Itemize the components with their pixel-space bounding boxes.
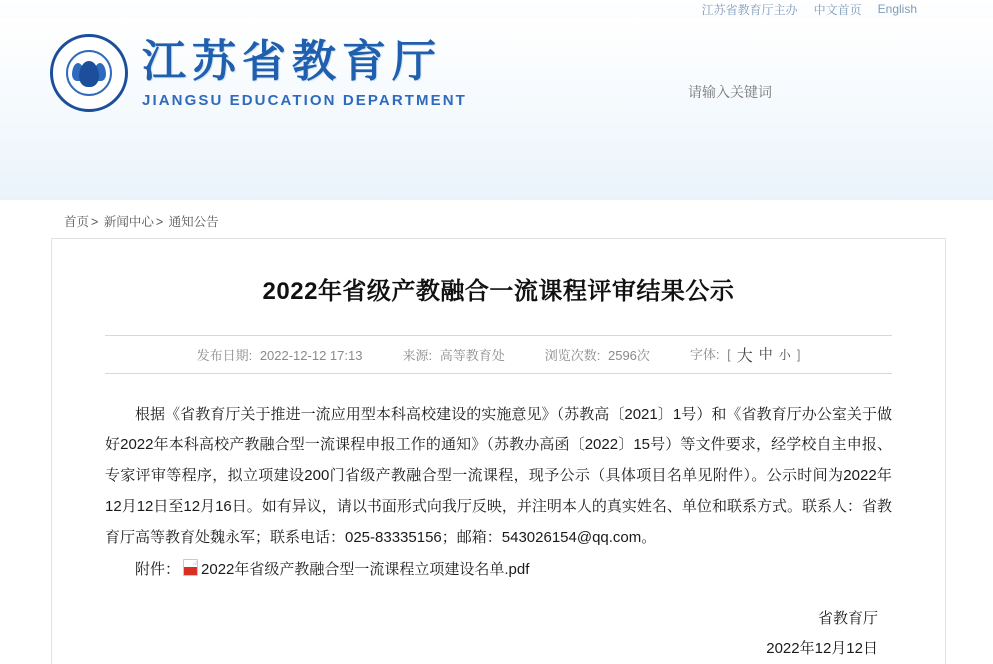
attachment-link[interactable]: 2022年省级产教融合型一流课程立项建设名单.pdf — [201, 561, 530, 579]
font-size-options — [727, 343, 800, 366]
article-paragraph: 根据《省教育厅关于推进一流应用型本科高校建设的实施意见》（苏教高〔2021〕1号）和《省教育厅办公室关于做好2022年本科高校产教融合型一流课程申报工作的通知》（苏教办高函〔2022〕15号）等文件要求，经学校自主申报、专家评审等程序，拟立项建设200门省级产教融合型一流课程，现予公示（具体项目名单见附件）。公示时间为2022年12月12日至12月16日。如有异议，请以书面形式向我厅反映，并注明本人的真实姓名、单位和联系方式。联系人：省教育厅高等教育处魏永军；联系电话：025-83335156；邮箱：543026154@qq.com。 — [105, 405, 892, 546]
meta-views — [545, 345, 650, 364]
topbar-link-english[interactable]: English — [877, 2, 917, 16]
pdf-file-icon — [183, 559, 198, 576]
meta-source-value: 高等教育处 — [439, 347, 505, 363]
attachment-label: 附件： — [135, 561, 181, 579]
meta-views-value: 2596次 — [607, 347, 650, 363]
meta-publish-date — [197, 345, 363, 364]
logo-title-en: JIANGSU EDUCATION DEPARTMENT — [142, 91, 467, 109]
meta-views-label: 浏览次数: — [544, 347, 601, 363]
article-card — [51, 238, 946, 664]
article-meta-row — [105, 335, 892, 374]
top-utility-bar — [0, 0, 993, 18]
breadcrumb-item-home[interactable]: 首页 — [64, 215, 90, 229]
site-header — [0, 18, 993, 200]
site-logo[interactable] — [50, 34, 467, 112]
logo-title-cn: 江苏省教育厅 — [142, 37, 442, 87]
font-size-bracket-right: ] — [796, 346, 801, 362]
meta-source-label: 来源: — [402, 347, 433, 363]
breadcrumb — [64, 212, 219, 230]
breadcrumb-separator: > — [155, 215, 164, 229]
meta-source — [402, 345, 504, 364]
breadcrumb-item-notice[interactable]: 通知公告 — [168, 215, 219, 229]
breadcrumb-separator: > — [91, 215, 99, 229]
meta-publish-date-value: 2022-12-12 17:13 — [259, 347, 363, 363]
signature-date: 2022年12月12日 — [766, 640, 878, 658]
signature-organization: 省教育厅 — [817, 610, 878, 628]
font-size-bracket-left: [ — [727, 346, 731, 362]
page-title: 2022年省级产教融合一流课程评审结果公示 — [262, 278, 735, 305]
topbar-link-host[interactable]: 江苏省教育厅主办 — [701, 2, 798, 17]
font-size-large-button[interactable]: 大 — [736, 347, 753, 365]
attachment-row — [105, 555, 892, 586]
font-size-medium-button[interactable]: 中 — [758, 346, 773, 363]
breadcrumb-item-news[interactable]: 新闻中心 — [103, 215, 154, 229]
meta-publish-date-label: 发布日期: — [196, 347, 253, 363]
article-signature — [105, 604, 892, 664]
font-size-control — [690, 343, 801, 366]
logo-text-block — [142, 37, 467, 109]
font-size-label: 字体: — [689, 346, 720, 362]
education-emblem-icon — [50, 34, 128, 112]
search-input[interactable] — [686, 78, 900, 106]
font-size-small-button[interactable]: 小 — [778, 347, 791, 362]
topbar-link-home[interactable]: 中文首页 — [813, 2, 862, 17]
article-body — [105, 400, 892, 554]
